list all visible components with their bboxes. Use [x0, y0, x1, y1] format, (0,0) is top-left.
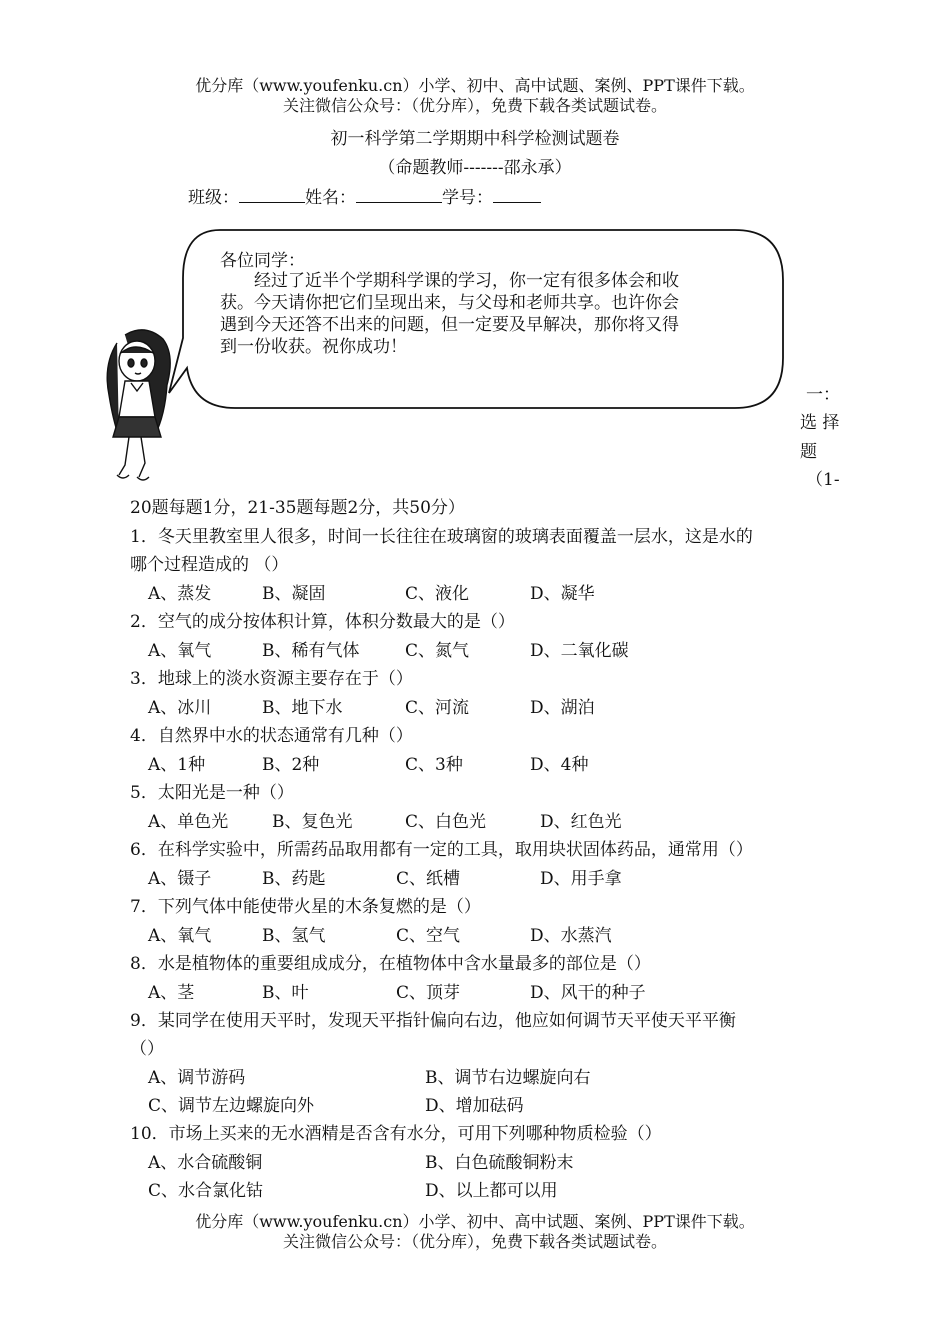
q10-option-d: D、以上都可以用 [425, 1181, 558, 1201]
q2-option-b: B、稀有气体 [262, 641, 360, 661]
q1-option-c: C、液化 [405, 584, 470, 604]
student-info-row [188, 186, 541, 209]
exam-title: 初一科学第二学期期中科学检测试题卷 [330, 129, 620, 149]
q7-option-b: B、氢气 [262, 926, 326, 946]
q4-option-b: B、2种 [262, 755, 320, 775]
q7-option-d: D、水蒸汽 [530, 926, 612, 946]
q3-option-c: C、河流 [405, 698, 470, 718]
question-9-line-1: 9．某同学在使用天平时，发现天平指针偏向右边，他应如何调节天平使天平平衡 [130, 1011, 736, 1031]
q10-option-a: A、水合硫酸铜 [148, 1153, 263, 1173]
q7-option-c: C、空气 [396, 926, 461, 946]
q2-option-c: C、氮气 [405, 641, 470, 661]
q3-option-a: A、冰川 [148, 698, 212, 718]
question-10: 10．市场上买来的无水酒精是否含有水分，可用下列哪种物质检验（） [130, 1124, 662, 1144]
q6-option-b: B、药匙 [262, 869, 326, 889]
header-line-2: 关注微信公众号：（优分库），免费下载各类试题试卷。 [282, 96, 667, 115]
q5-option-c: C、白色光 [405, 812, 487, 832]
q9-option-b: B、调节右边螺旋向右 [425, 1068, 591, 1088]
question-7: 7．下列气体中能使带火星的木条复燃的是（） [130, 897, 481, 917]
q1-option-a: A、蒸发 [148, 584, 212, 604]
section-side-2: 选 择 [800, 413, 840, 433]
q4-option-a: A、1种 [148, 755, 206, 775]
name-blank [356, 186, 442, 203]
q8-option-c: C、顶芽 [396, 983, 461, 1003]
section-side-4: （1- [806, 470, 840, 490]
q8-option-d: D、风干的种子 [530, 983, 646, 1003]
question-1-line-1: 1．冬天里教室里人很多，时间一长往往在玻璃窗的玻璃表面覆盖一层水，这是水的 [130, 527, 753, 547]
question-3: 3．地球上的淡水资源主要存在于（） [130, 669, 413, 689]
class-blank [239, 186, 305, 203]
q3-option-b: B、地下水 [262, 698, 343, 718]
q5-option-a: A、单色光 [148, 812, 229, 832]
question-2: 2．空气的成分按体积计算，体积分数最大的是（） [130, 612, 515, 632]
q8-option-b: B、叶 [262, 983, 309, 1003]
header-line-1: 优分库（www.youfenku.cn）小学、初中、高中试题、案例、PPT课件下载。 [195, 76, 755, 95]
q6-option-a: A、镊子 [148, 869, 212, 889]
q10-option-b: B、白色硫酸铜粉末 [425, 1153, 574, 1173]
question-9-line-2: （） [130, 1039, 164, 1059]
bubble-greeting: 各位同学： [220, 251, 305, 271]
section-instructions: 20题每题1分，21-35题每题2分，共50分） [130, 498, 465, 518]
q3-option-d: D、湖泊 [530, 698, 595, 718]
bubble-line-2: 获。今天请你把它们呈现出来，与父母和老师共享。也许你会 [220, 293, 679, 313]
q1-option-d: D、凝华 [530, 584, 595, 604]
q5-option-b: B、复色光 [272, 812, 353, 832]
q2-option-a: A、氧气 [148, 641, 212, 661]
question-6: 6．在科学实验中，所需药品取用都有一定的工具，取用块状固体药品，通常用（） [130, 840, 753, 860]
question-8: 8．水是植物体的重要组成成分，在植物体中含水量最多的部位是（） [130, 954, 651, 974]
id-blank [493, 186, 541, 203]
q6-option-c: C、纸槽 [396, 869, 461, 889]
name-label: 姓名： [305, 188, 356, 208]
q4-option-c: C、3种 [405, 755, 463, 775]
q9-option-d: D、增加砝码 [425, 1096, 524, 1116]
bubble-line-1: 经过了近半个学期科学课的学习，你一定有很多体会和收 [254, 271, 679, 291]
id-label: 学号： [442, 188, 493, 208]
q9-option-c: C、调节左边螺旋向外 [148, 1096, 315, 1116]
q9-option-a: A、调节游码 [148, 1068, 246, 1088]
question-1-line-2: 哪个过程造成的 （） [130, 555, 289, 575]
section-side-1: 一： [806, 385, 840, 405]
q5-option-d: D、红色光 [540, 812, 622, 832]
q4-option-d: D、4种 [530, 755, 589, 775]
bubble-line-3: 遇到今天还答不出来的问题，但一定要及早解决，那你将又得 [220, 315, 679, 335]
section-side-3: 题 [800, 442, 817, 462]
footer-line-1: 优分库（www.youfenku.cn）小学、初中、高中试题、案例、PPT课件下载。 [195, 1212, 755, 1231]
q2-option-d: D、二氧化碳 [530, 641, 629, 661]
q1-option-b: B、凝固 [262, 584, 326, 604]
cartoon-girl-illustration [95, 325, 180, 485]
exam-subtitle: （命题教师-------邵永承） [378, 158, 572, 178]
bubble-line-4: 到一份收获。祝你成功！ [220, 337, 407, 357]
q8-option-a: A、茎 [148, 983, 195, 1003]
question-4: 4．自然界中水的状态通常有几种（） [130, 726, 413, 746]
q10-option-c: C、水合氯化钴 [148, 1181, 264, 1201]
class-label: 班级： [188, 188, 239, 208]
q6-option-d: D、用手拿 [540, 869, 622, 889]
question-5: 5．太阳光是一种（） [130, 783, 294, 803]
q7-option-a: A、氧气 [148, 926, 212, 946]
footer-line-2: 关注微信公众号：（优分库），免费下载各类试题试卷。 [282, 1232, 667, 1251]
